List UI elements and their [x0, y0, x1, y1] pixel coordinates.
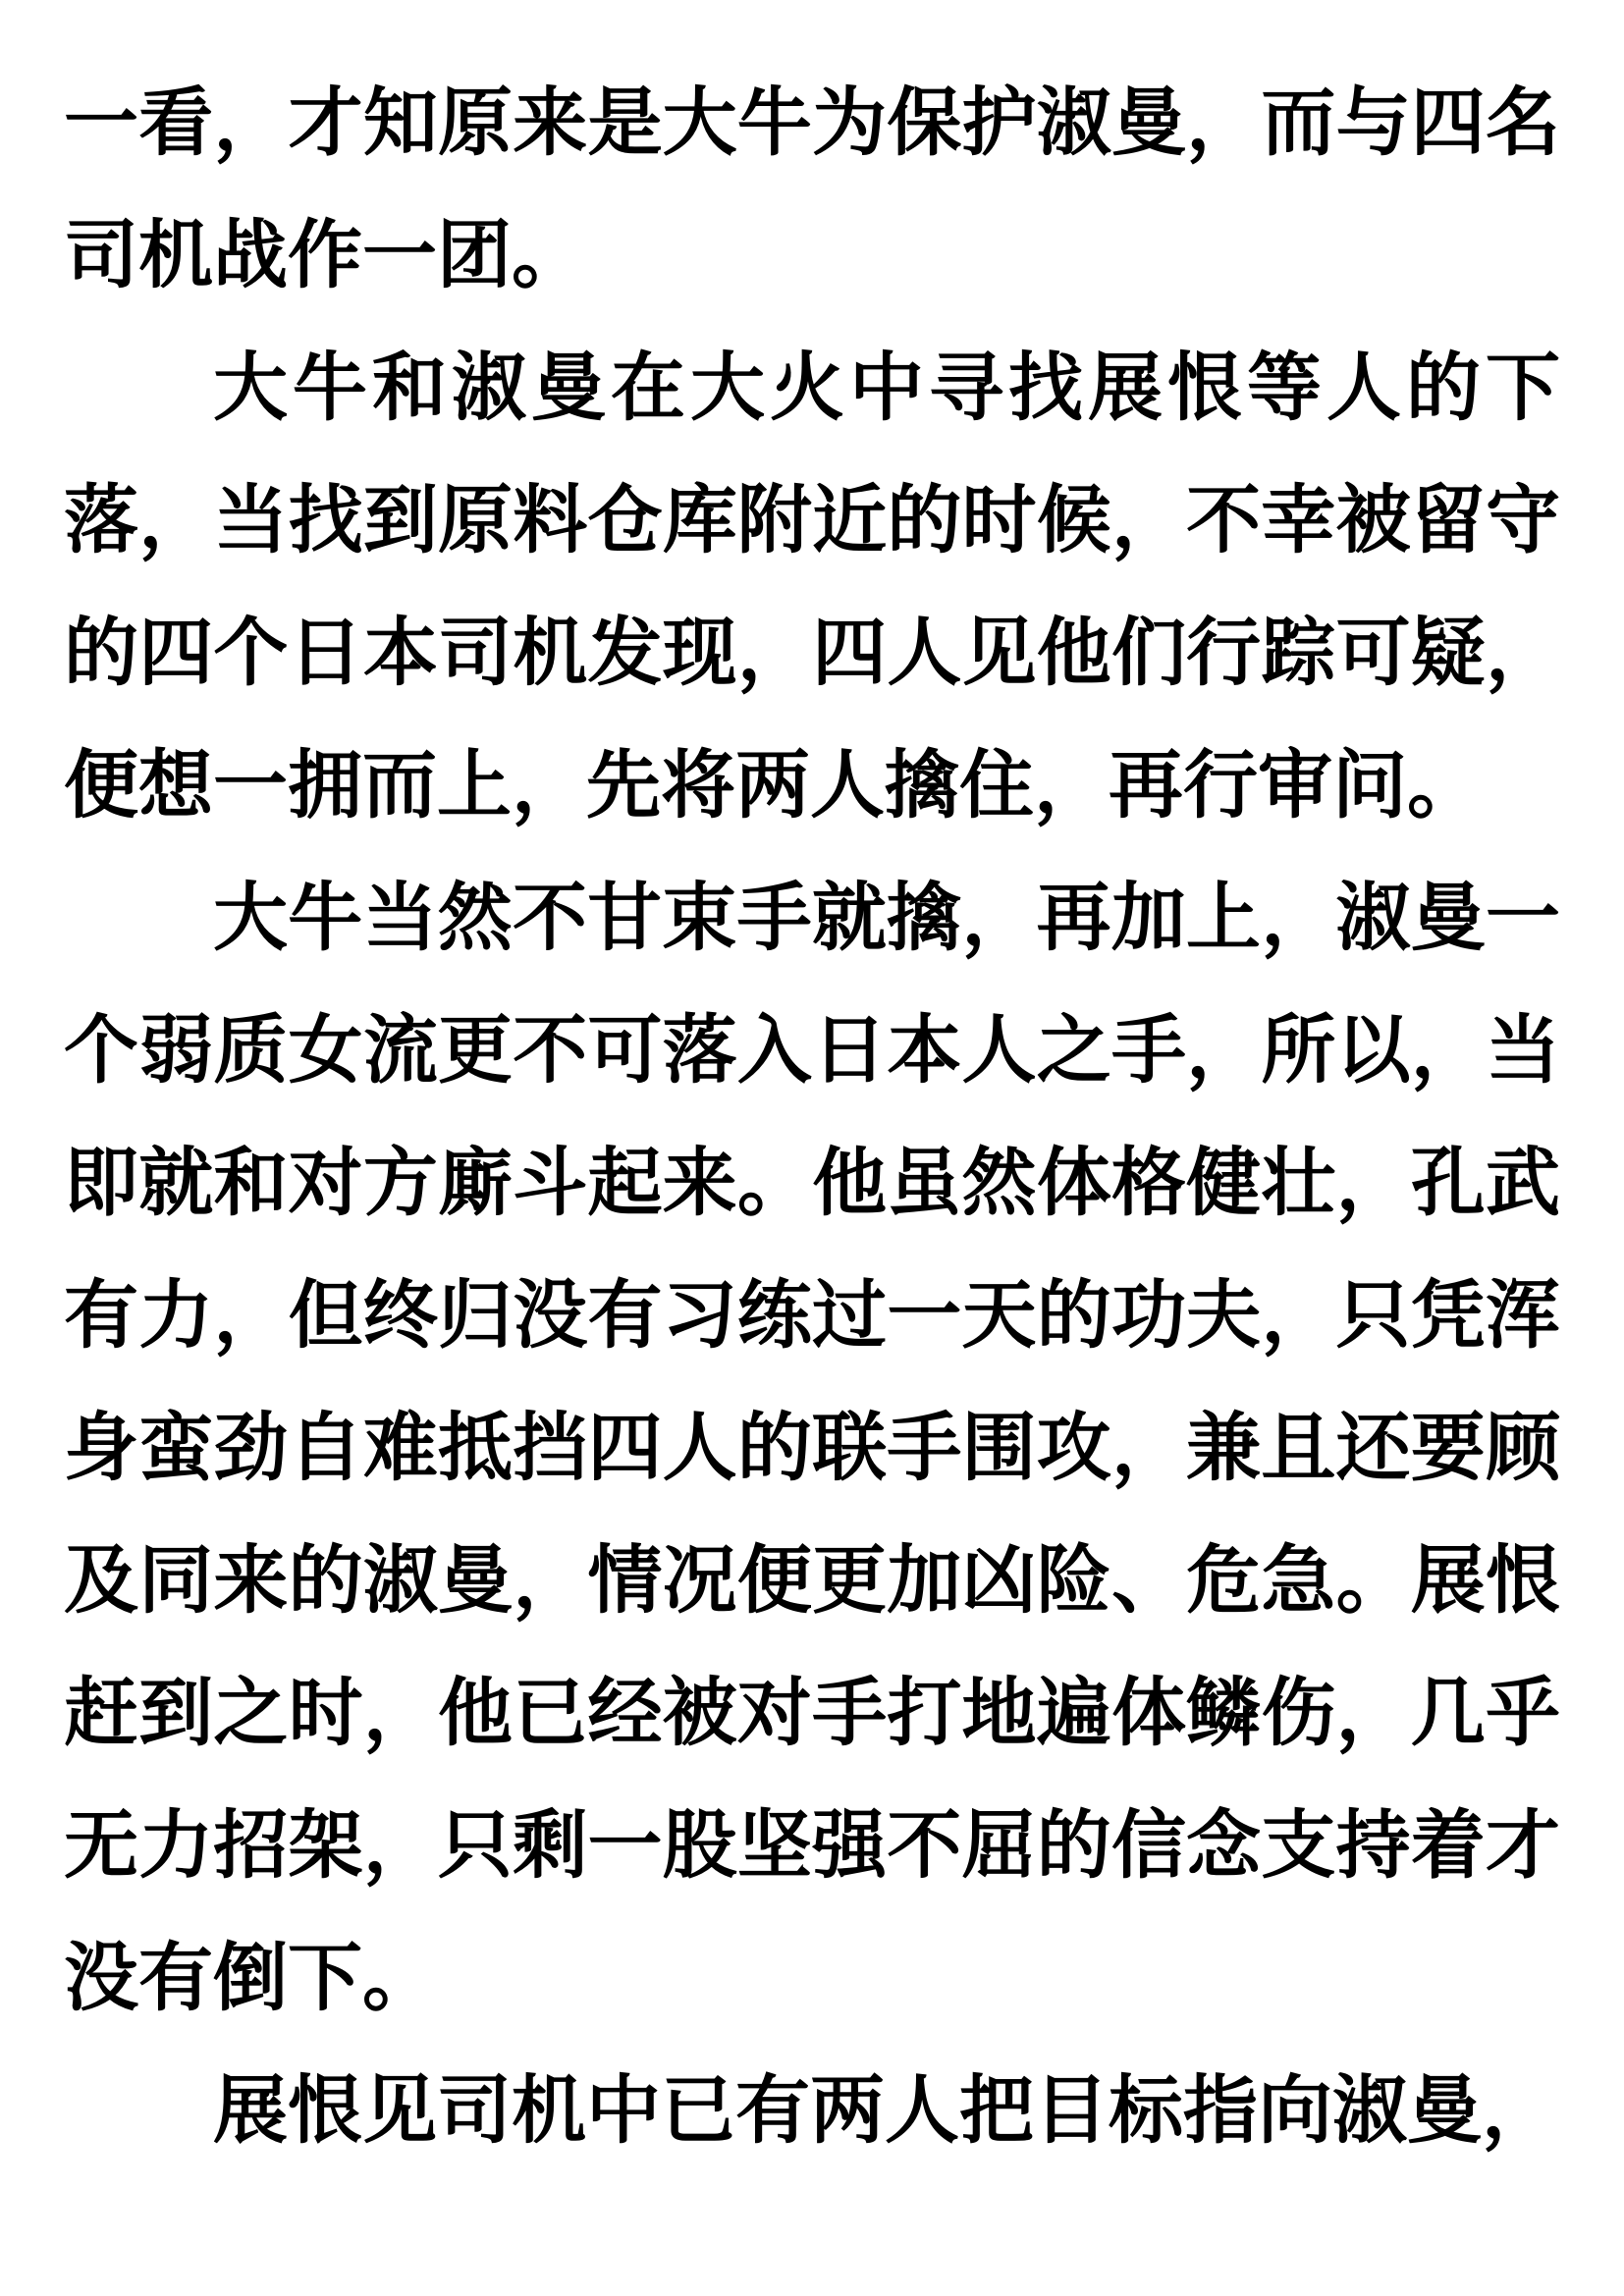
page-text — [64, 57, 1560, 2177]
paragraph-1: 一看，才知原来是大牛为保护淑曼，而与四名司机战作一团。 — [64, 81, 1560, 297]
paragraph-2: 大牛和淑曼在大火中寻找展恨等人的下落，当找到原料仓库附近的时候，不幸被留守的四个日本司机发现，四人见他们行踪可疑，便想一拥而上，先将两人擒住，再行审问。 — [64, 347, 1560, 828]
paragraph-4: 展恨见司机中已有两人把目标指向淑曼， — [213, 2069, 1556, 2153]
paragraph-3: 大牛当然不甘束手就擒，再加上，淑曼一个弱质女流更不可落入日本人之手，所以，当即就和对方廝斗起来。他虽然体格健壮，孔武有力，但终归没有习练过一天的功夫，只凭浑身蛮劲自难抵挡四人的联手围攻，兼且还要顾及同来的淑曼，情况便更加凶险、危急。展恨赶到之时，他已经被对手打地遍体鳞伤，几乎无力招架，只剩一股坚强不屈的信念支持着才没有倒下。 — [64, 877, 1560, 2020]
